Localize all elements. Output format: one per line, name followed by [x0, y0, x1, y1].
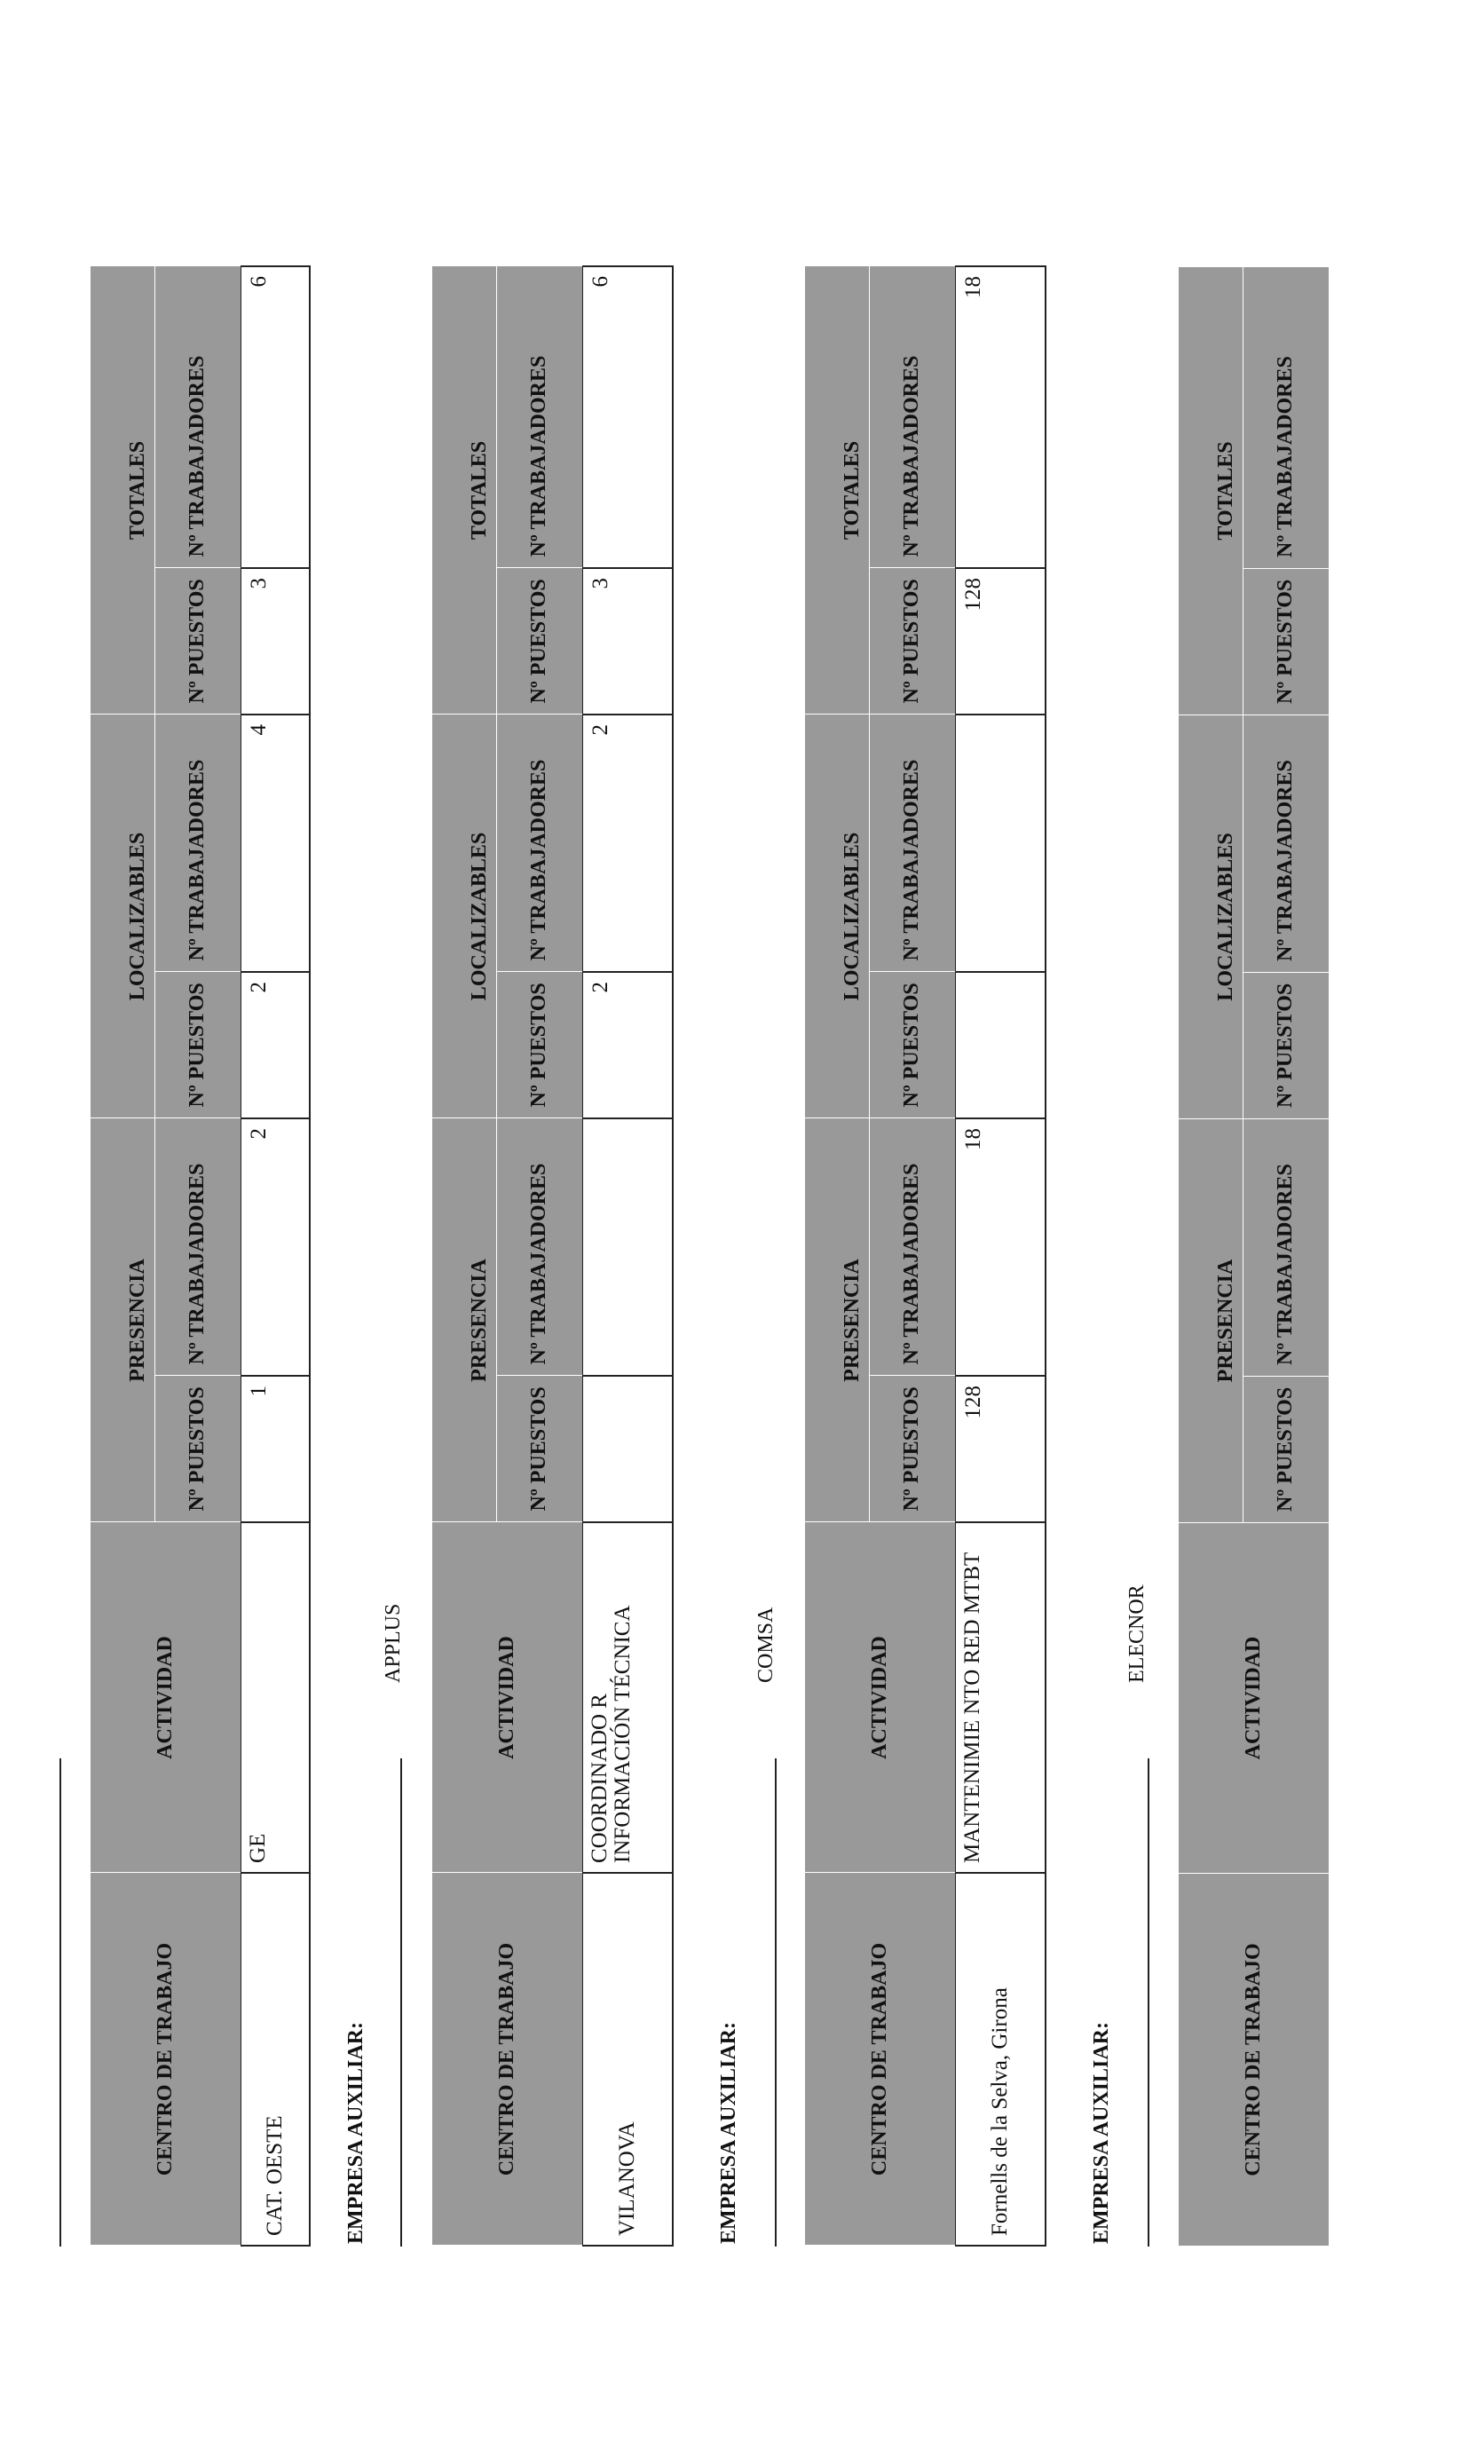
empresa-auxiliar-label: EMPRESA AUXILIAR: [344, 2021, 367, 2244]
header-actividad: ACTIVIDAD [1179, 1523, 1329, 1874]
header-n-puestos: Nº PUESTOS [870, 568, 956, 715]
header-totales: TOTALES [91, 266, 155, 715]
header-n-puestos: Nº PUESTOS [1243, 972, 1330, 1118]
header-n-trabajadores: Nº TRABAJADORES [497, 715, 583, 972]
header-n-puestos: Nº PUESTOS [155, 972, 241, 1118]
empresa-underline [775, 1758, 777, 2247]
header-n-trabajadores: Nº TRABAJADORES [870, 266, 956, 568]
header-localizables: LOCALIZABLES [805, 715, 870, 1118]
header-n-trabajadores: Nº TRABAJADORES [1243, 715, 1330, 972]
cell-presencia-puestos: 1 [241, 1376, 311, 1522]
table-row [241, 266, 311, 2246]
table-block-4 [1179, 266, 1329, 2247]
header-centro: CENTRO DE TRABAJO [432, 1873, 583, 2246]
header-presencia: PRESENCIA [432, 1118, 497, 1522]
cell-totales-puestos: 3 [583, 568, 674, 715]
header-actividad: ACTIVIDAD [432, 1522, 583, 1873]
header-presencia: PRESENCIA [91, 1118, 155, 1522]
header-totales: TOTALES [432, 266, 497, 715]
header-n-trabajadores: Nº TRABAJADORES [1243, 1118, 1330, 1376]
empresa-underline [400, 1758, 402, 2247]
cell-actividad: COORDINADO R INFORMACIÓN TÉCNICA [583, 1522, 674, 1873]
empresa-name: COMSA [754, 1607, 778, 1683]
cell-actividad: GE [241, 1522, 311, 1873]
cell-totales-puestos: 3 [241, 568, 311, 715]
header-totales: TOTALES [1179, 266, 1243, 715]
cell-presencia-trabajadores [583, 1118, 674, 1376]
empresa-auxiliar-label: EMPRESA AUXILIAR: [1090, 2021, 1113, 2244]
header-n-puestos: Nº PUESTOS [497, 1376, 583, 1522]
empresa-underline [1148, 1758, 1149, 2247]
cell-presencia-trabajadores: 18 [956, 1118, 1046, 1376]
header-centro: CENTRO DE TRABAJO [805, 1873, 956, 2246]
header-n-trabajadores: Nº TRABAJADORES [155, 715, 241, 972]
table-block-1 [91, 265, 311, 2247]
header-n-trabajadores: Nº TRABAJADORES [1243, 266, 1330, 568]
top-rule [59, 1758, 61, 2247]
cell-localizables-trabajadores [956, 715, 1046, 972]
header-localizables: LOCALIZABLES [432, 715, 497, 1118]
cell-centro: VILANOVA [583, 1873, 674, 2246]
empresa-auxiliar-label: EMPRESA AUXILIAR: [717, 2021, 740, 2244]
header-presencia: PRESENCIA [805, 1118, 870, 1522]
cell-presencia-puestos [583, 1376, 674, 1522]
empresa-name: APPLUS [382, 1603, 405, 1683]
table-block-3 [805, 265, 1046, 2247]
cell-presencia-trabajadores: 2 [241, 1118, 311, 1376]
header-actividad: ACTIVIDAD [91, 1522, 241, 1873]
table-block-2 [432, 265, 674, 2247]
header-n-trabajadores: Nº TRABAJADORES [870, 715, 956, 972]
header-n-puestos: Nº PUESTOS [870, 1376, 956, 1522]
header-n-puestos: Nº PUESTOS [1243, 1377, 1330, 1523]
cell-localizables-puestos: 2 [583, 972, 674, 1118]
cell-localizables-puestos: 2 [241, 972, 311, 1118]
empresa-name: ELECNOR [1125, 1584, 1149, 1683]
cell-localizables-puestos [956, 972, 1046, 1118]
table-row [583, 266, 674, 2246]
cell-totales-trabajadores: 18 [956, 266, 1046, 568]
header-n-puestos: Nº PUESTOS [497, 972, 583, 1118]
header-n-puestos: Nº PUESTOS [155, 1376, 241, 1522]
header-n-puestos: Nº PUESTOS [497, 568, 583, 715]
header-n-trabajadores: Nº TRABAJADORES [497, 1118, 583, 1376]
cell-totales-trabajadores: 6 [583, 266, 674, 568]
cell-presencia-puestos: 128 [956, 1376, 1046, 1522]
header-totales: TOTALES [805, 266, 870, 715]
header-localizables: LOCALIZABLES [91, 715, 155, 1118]
header-n-trabajadores: Nº TRABAJADORES [155, 266, 241, 568]
cell-totales-trabajadores: 6 [241, 266, 311, 568]
header-n-puestos: Nº PUESTOS [1243, 568, 1330, 715]
header-n-puestos: Nº PUESTOS [155, 568, 241, 715]
header-localizables: LOCALIZABLES [1179, 715, 1243, 1118]
cell-totales-puestos: 128 [956, 568, 1046, 715]
header-n-puestos: Nº PUESTOS [870, 972, 956, 1118]
cell-actividad: MANTENIMIE NTO RED MTBT [956, 1522, 1046, 1873]
header-centro: CENTRO DE TRABAJO [91, 1873, 241, 2246]
cell-localizables-trabajadores: 2 [583, 715, 674, 972]
header-actividad: ACTIVIDAD [805, 1522, 956, 1873]
header-centro: CENTRO DE TRABAJO [1179, 1874, 1329, 2247]
cell-localizables-trabajadores: 4 [241, 715, 311, 972]
header-presencia: PRESENCIA [1179, 1118, 1243, 1522]
table-row [956, 266, 1046, 2246]
header-n-trabajadores: Nº TRABAJADORES [155, 1118, 241, 1376]
cell-centro: Fornells de la Selva, Girona [956, 1873, 1046, 2246]
header-n-trabajadores: Nº TRABAJADORES [870, 1118, 956, 1376]
cell-centro: CAT. OESTE [241, 1873, 311, 2246]
header-n-trabajadores: Nº TRABAJADORES [497, 266, 583, 568]
